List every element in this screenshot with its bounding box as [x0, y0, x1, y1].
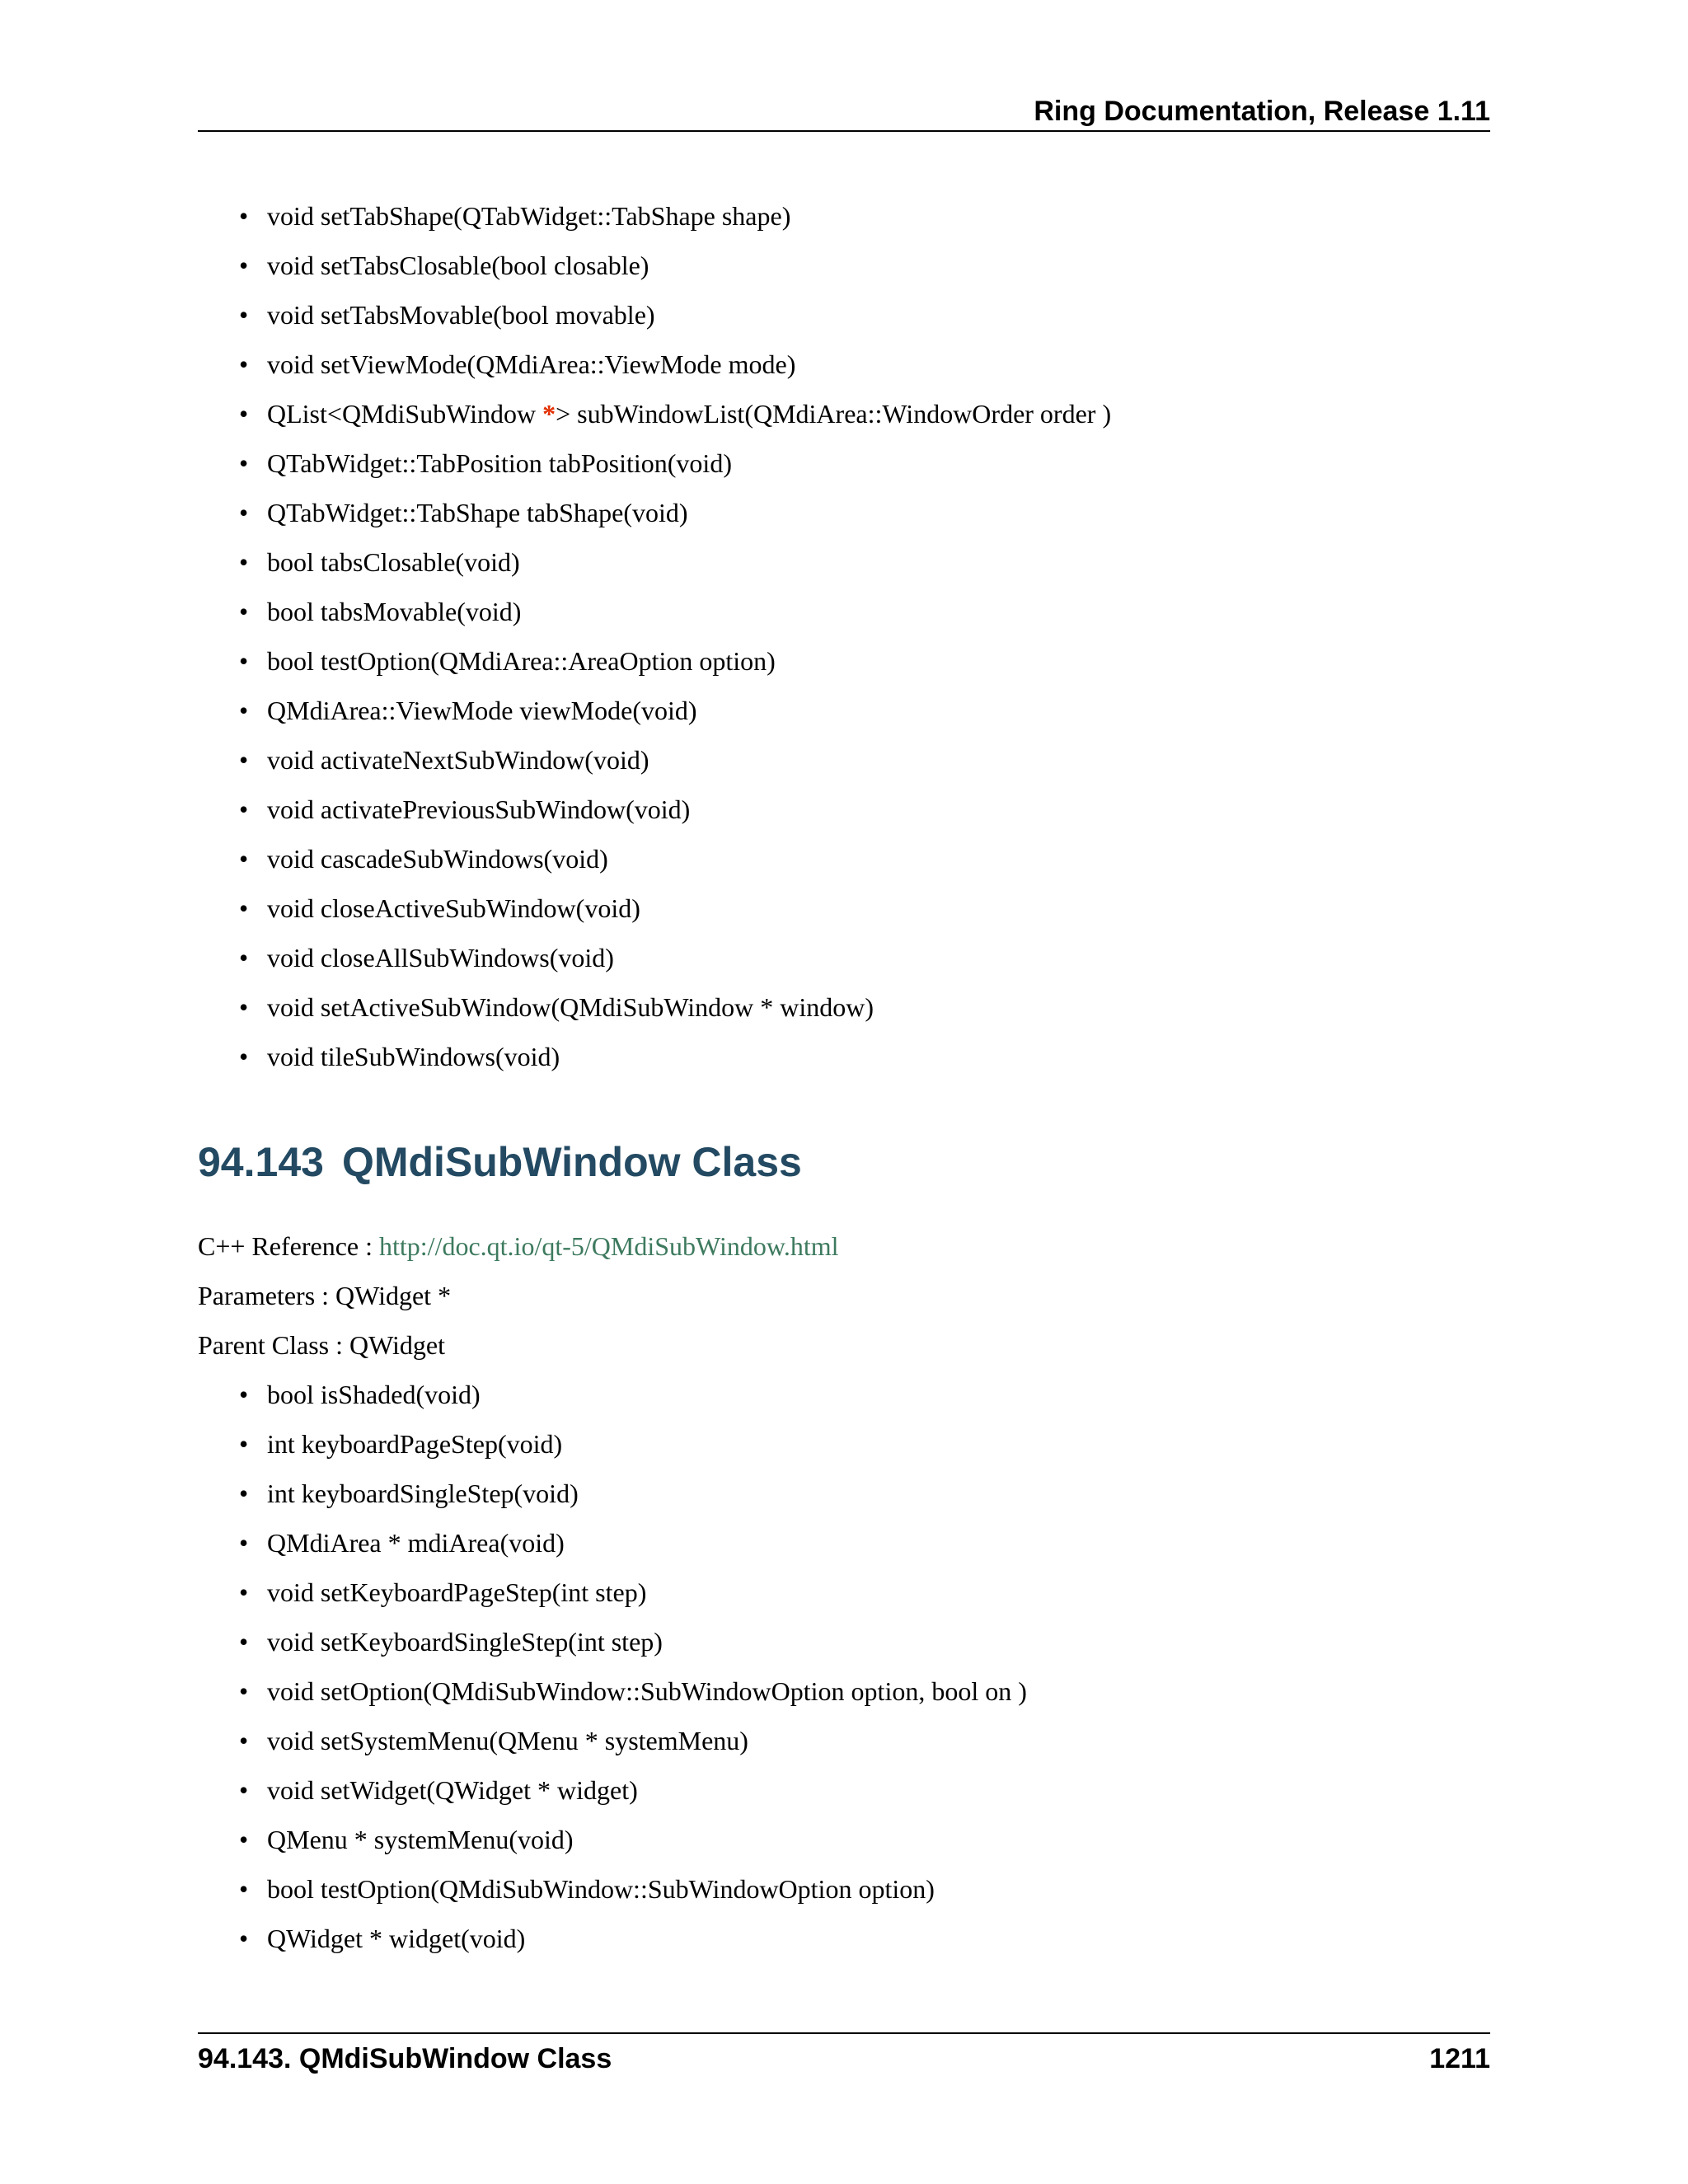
bullet-icon: • [239, 943, 249, 972]
list-item: • void setKeyboardPageStep(int step) [239, 1568, 1027, 1617]
bullet-icon: • [239, 300, 249, 330]
header-title: Ring Documentation, Release 1.11 [1034, 96, 1490, 127]
list-item: • void setActiveSubWindow(QMdiSubWindow * window) [239, 982, 1111, 1032]
list-item: • void tileSubWindows(void) [239, 1032, 1111, 1081]
list-item: • void setKeyboardSingleStep(int step) [239, 1617, 1027, 1666]
list-item: • QMdiArea::ViewMode viewMode(void) [239, 686, 1111, 735]
list-item: • void setSystemMenu(QMenu * systemMenu) [239, 1716, 1027, 1765]
bullet-icon: • [239, 1627, 249, 1657]
reference-link[interactable]: http://doc.qt.io/qt-5/QMdiSubWindow.html [379, 1231, 839, 1261]
list-item: • QMdiArea * mdiArea(void) [239, 1518, 1027, 1568]
list-item: • void activatePreviousSubWindow(void) [239, 785, 1111, 834]
list-item: • bool tabsMovable(void) [239, 587, 1111, 636]
list-item: • void setTabsMovable(bool movable) [239, 290, 1111, 340]
bullet-icon: • [239, 201, 249, 231]
list-item: • bool tabsClosable(void) [239, 537, 1111, 587]
running-footer [198, 2032, 1490, 2083]
bullet-icon: • [239, 349, 249, 379]
bullet-icon: • [239, 1429, 249, 1459]
list-item: • int keyboardPageStep(void) [239, 1419, 1027, 1469]
bullet-icon: • [239, 1775, 249, 1805]
list-item: • QList<QMdiSubWindow *> subWindowList(QMdiArea::WindowOrder order ) [239, 389, 1111, 438]
footer-section: 94.143. QMdiSubWindow Class [198, 2043, 612, 2074]
method-list-qmdisubwindow [239, 1370, 1027, 1963]
bullet-icon: • [239, 794, 249, 824]
bullet-icon: • [239, 547, 249, 577]
bullet-icon: • [239, 745, 249, 775]
bullet-icon: • [239, 399, 249, 429]
bullet-icon: • [239, 498, 249, 527]
section-number: 94.143 [198, 1139, 324, 1185]
bullet-icon: • [239, 1874, 249, 1904]
list-item: • void activateNextSubWindow(void) [239, 735, 1111, 785]
parameters-line: Parameters : QWidget * [198, 1281, 452, 1310]
bullet-icon: • [239, 893, 249, 923]
list-item: • void setTabsClosable(bool closable) [239, 241, 1111, 290]
bullet-icon: • [239, 844, 249, 874]
bullet-icon: • [239, 1380, 249, 1409]
bullet-icon: • [239, 992, 249, 1022]
section-title-text: QMdiSubWindow Class [341, 1139, 802, 1185]
list-item: • bool testOption(QMdiSubWindow::SubWindowOption option) [239, 1864, 1027, 1914]
list-item: • void setOption(QMdiSubWindow::SubWindowOption option, bool on ) [239, 1666, 1027, 1716]
list-item: • QTabWidget::TabPosition tabPosition(void) [239, 438, 1111, 488]
cpp-reference-line [198, 1221, 839, 1271]
list-item: • QWidget * widget(void) [239, 1914, 1027, 1963]
list-item: • QTabWidget::TabShape tabShape(void) [239, 488, 1111, 537]
bullet-icon: • [239, 1825, 249, 1854]
running-header [198, 92, 1490, 132]
list-item: • bool testOption(QMdiArea::AreaOption option) [239, 636, 1111, 686]
list-item: • void cascadeSubWindows(void) [239, 834, 1111, 883]
section-heading [198, 1129, 802, 1195]
list-item: • void closeAllSubWindows(void) [239, 933, 1111, 982]
bullet-icon: • [239, 597, 249, 626]
bullet-icon: • [239, 251, 249, 280]
bullet-icon: • [239, 1726, 249, 1755]
bullet-icon: • [239, 1479, 249, 1508]
bullet-icon: • [239, 1676, 249, 1706]
parent-class-line: Parent Class : QWidget [198, 1330, 445, 1360]
list-item: • void setTabShape(QTabWidget::TabShape shape) [239, 191, 1111, 241]
bullet-icon: • [239, 696, 249, 725]
bullet-icon: • [239, 1042, 249, 1071]
document-page [198, 0, 1490, 2184]
bullet-icon: • [239, 1577, 249, 1607]
list-item: • int keyboardSingleStep(void) [239, 1469, 1027, 1518]
list-item: • void closeActiveSubWindow(void) [239, 883, 1111, 933]
bullet-icon: • [239, 1924, 249, 1953]
list-item: • void setViewMode(QMdiArea::ViewMode mode) [239, 340, 1111, 389]
page-number: 1211 [1429, 2043, 1490, 2074]
reference-label: C++ Reference : [198, 1231, 379, 1261]
method-list-qmdiarea [239, 191, 1111, 1081]
bullet-icon: • [239, 448, 249, 478]
bullet-icon: • [239, 646, 249, 676]
bullet-icon: • [239, 1528, 249, 1558]
list-item: • bool isShaded(void) [239, 1370, 1027, 1419]
list-item: • void setWidget(QWidget * widget) [239, 1765, 1027, 1815]
pointer-asterisk: * [542, 399, 556, 429]
list-item: • QMenu * systemMenu(void) [239, 1815, 1027, 1864]
